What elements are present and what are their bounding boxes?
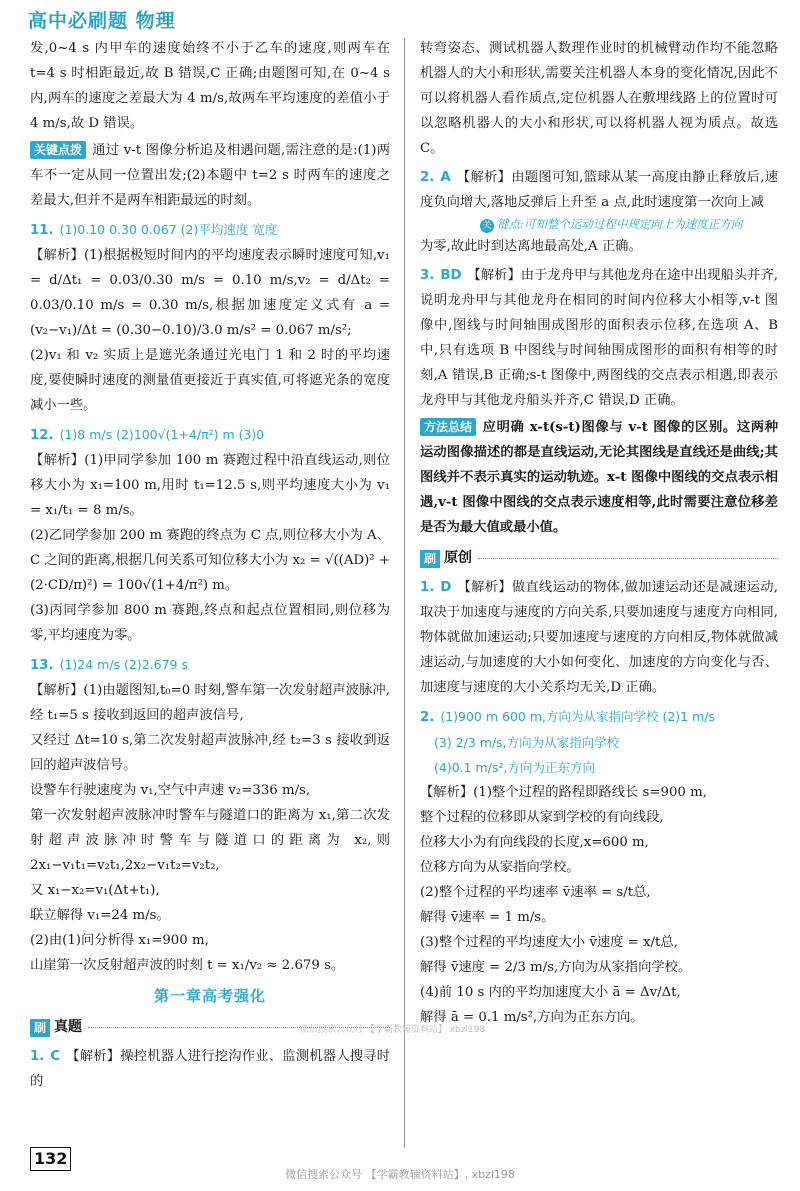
page-header — [0, 0, 800, 40]
solution: 解得 v̄速度 = 2/3 m/s,方向为从家指向学校。 — [420, 960, 692, 975]
answer-line — [420, 575, 778, 700]
answer: (1)8 m/s (2)100√(1+4/π²) m (3)0 — [59, 427, 265, 442]
solution: (3)丙同学参加 800 m 赛跑,终点和起点位置相同,则位移为零,平均速度为零。 — [30, 603, 390, 643]
solution: 【解析】由题图可知,篮球从某一高度由静止释放后,速度负向增大,落地反弹后上升至 a 点,此时速度第一次向上减 — [420, 170, 778, 210]
answer: (1)24 m/s (2)2.679 s — [59, 657, 188, 672]
solution: 整个过程的位移即从家到学校的有向线段, — [420, 810, 664, 825]
solution: 解得 v̄速率 = 1 m/s。 — [420, 910, 555, 925]
brush-icon: 刷 — [420, 550, 440, 568]
solution: (2)乙同学参加 200 m 赛跑的终点为 C 点,则位移大小为 A、C 之间的距离,根据几何关系可知位移大小为 x₂ = √((AD)² + (2·CD/π)²) = 100√(1+4/π²) m。 — [30, 528, 390, 593]
answer-line — [30, 1044, 390, 1094]
solution: 【解析】操控机器人进行挖沟作业、监测机器人搜寻时的 — [30, 1049, 390, 1089]
answer: (3) 2/3 m/s,方向为从家指向学校 — [434, 735, 620, 750]
tip-text: 通过 v-t 图像分析追及相遇问题,需注意的是:(1)两车不一定从同一位置出发;(2)本题中 t=2 s 时两车的速度之差最大,但并不是两车相距最远的时刻。 — [30, 143, 390, 208]
question-number: 2. — [420, 710, 435, 725]
solution: (2)v₁ 和 v₂ 实质上是遮光条通过光电门 1 和 2 时的平均速度,要使瞬时速度的测量值更接近于真实值,可将遮光条的宽度减小一些。 — [30, 348, 390, 413]
answer: (4)0.1 m/s²,方向为正东方向 — [434, 760, 595, 775]
book-title: 高中必刷题 物理 — [28, 10, 176, 32]
solution: 位移大小为有向线段的长度,x=600 m, — [420, 835, 649, 850]
answer: (1)900 m 600 m,方向为从家指向学校 (2)1 m/s — [440, 709, 715, 724]
answer-line — [420, 263, 778, 413]
answer-line — [30, 217, 390, 243]
solution: 山崖第一次反射超声波的时刻 t = x₁/v₂ ≈ 2.679 s。 — [30, 958, 345, 973]
chapter-title: 第一章高考强化 — [153, 987, 266, 1005]
solution: 为零,故此时到达离地最高处,A 正确。 — [420, 239, 642, 254]
paragraph: 发,0~4 s 内甲车的速度始终不小于乙车的速度,则两车在 t=4 s 时相距最近,故 B 错误,C 正确;由题图可知,在 0~4 s 内,两车的速度之差最大为 4 m/s,故两车平均速度的差值小于4 m/s,故 D 错误。 — [30, 41, 390, 131]
solution: 又经过 Δt=10 s,第二次发射超声波脉冲,经 t₂=3 s 接收到返回的超声波信号。 — [30, 733, 390, 773]
paragraph: 转弯姿态、测试机器人数理作业时的机械臂动作均不能忽略机器人的大小和形状,需要关注机器人本身的变化情况,因此不可以将机器人看作质点,定位机器人在敷埋线路上的位置时可以忽略机器人的大小和形状,可以将机器人视为质点。故选 C。 — [420, 41, 778, 156]
question-number: 3. — [420, 268, 435, 283]
left-column — [30, 36, 390, 1094]
watermark: 微信搜索公众号 【学霸教辅资料站】 xbzl198 — [300, 1025, 486, 1035]
tip-text: 应明确 x-t(s-t)图像与 v-t 图像的区别。这两种运动图像描述的都是直线运动,无论其图线是直线还是曲线;其图线并不表示真实的运动轨迹。x-t 图像中图线的交点表示相遇,v-t 图像中图线的交点表示速度相等,此时需要注意位移差是否为最大值或最小值。 — [420, 420, 778, 535]
answer: A — [440, 170, 451, 185]
page-number: 132 — [30, 1147, 71, 1171]
key-tip — [30, 138, 390, 213]
answer: D — [440, 580, 452, 595]
column-divider — [404, 38, 405, 1148]
question-number: 12. — [30, 428, 54, 443]
question-number: 11. — [30, 223, 54, 238]
solution: 【解析】做直线运动的物体,做加速运动还是减速运动,取决于加速度与速度的方向关系,只要加速度与速度方向相同,物体就做加速运动;只要加速度与速度的方向相反,物体就做减速运动,与加速度的大小如何变化、加速度的方向变化与否、加速度与速度的大小关系均无关,D 正确。 — [420, 580, 778, 695]
right-column — [420, 36, 778, 1030]
solution: 【解析】(1)由题图知,t₀=0 时刻,警车第一次发射超声波脉冲,经 t₁=5 s 接收到返回的超声波信号, — [30, 683, 390, 723]
question-number: 1. — [30, 1049, 45, 1064]
answer-line — [30, 652, 390, 678]
answer-line — [420, 704, 778, 730]
answer: C — [50, 1049, 61, 1064]
section-header-original — [420, 546, 778, 571]
solution: 第一次发射超声波脉冲时警车与隧道口的距离为 x₁,第二次发射超声波脉冲时警车与隧道口的距离为 x₂,则 2x₁−v₁t₁=v₂t₁,2x₂−v₁t₂=v₂t₂, — [30, 808, 390, 873]
solution: 【解析】(1)根据极短时间内的平均速度表示瞬时速度可知,v₁ = d/Δt₁ = 0.03/0.30 m/s = 0.10 m/s,v₂ = d/Δt₂ = 0.03/0.10 m/s = 0.30 m/s,根据加速度定义式有 a = (v₂−v₁)/Δt = (0.30−0.10)/3.0 m/s² = 0.067 m/s²; — [30, 248, 390, 338]
answer: BD — [440, 268, 462, 283]
margin-note — [420, 215, 778, 234]
solution: 联立解得 v₁=24 m/s。 — [30, 908, 170, 923]
question-number: 13. — [30, 658, 54, 673]
solution: (2)由(1)问分析得 x₁=900 m, — [30, 933, 209, 948]
solution: (2)整个过程的平均速率 v̄速率 = s/t总, — [420, 885, 651, 900]
section-rule — [478, 558, 778, 559]
answer-line — [30, 422, 390, 448]
tip-label: 方法总结 — [420, 418, 476, 436]
section-label: 原创 — [444, 550, 472, 566]
solution: 【解析】(1)甲同学参加 100 m 赛跑过程中沿直线运动,则位移大小为 x₁=100 m,用时 t₁=12.5 s,则平均速度大小为 v₁ = x₁/t₁ = 8 m/s。 — [30, 453, 390, 518]
solution: 解得 ā = 0.1 m/s²,方向为正东方向。 — [420, 1010, 644, 1025]
solution: 位移方向为从家指向学校。 — [420, 860, 580, 875]
solution: 又 x₁−x₂=v₁(Δt+t₁), — [30, 883, 160, 898]
note-text: 键点:可知整个运动过程中规定向上为速度正方向 — [497, 217, 743, 231]
question-number: 2. — [420, 170, 435, 185]
answer: (1)0.10 0.30 0.067 (2)平均速度 宽度 — [59, 222, 278, 237]
answer-line — [420, 165, 778, 215]
brush-icon: 刷 — [30, 1019, 50, 1037]
solution: (3)整个过程的平均速度大小 v̄速度 = x/t总, — [420, 935, 678, 950]
solution: (4)前 10 s 内的平均加速度大小 ā = Δv/Δt, — [420, 985, 681, 1000]
solution: 【解析】(1)整个过程的路程即路线长 s=900 m, — [420, 785, 707, 800]
solution: 【解析】由于龙舟甲与其他龙舟在途中出现船头并齐,说明龙舟甲与其他龙舟在相同的时间内位移大小相等,v-t 图像中,图线与时间轴围成图形的面积表示位移,在选项 A、B 中,只有选项 B 中图线与时间轴围成图形的面积有相等的时刻,A 错误,B 正确;s-t 图像中,两图线的交点表示相遇,即表示龙舟甲与其他龙舟船头并齐,C 错误,D 正确。 — [420, 268, 778, 408]
section-label: 真题 — [54, 1019, 82, 1035]
note-icon: 关 — [480, 219, 494, 233]
method-summary — [420, 415, 778, 540]
solution: 设警车行驶速度为 v₁,空气中声速 v₂=336 m/s, — [30, 783, 311, 798]
tip-label: 关键点拨 — [30, 141, 86, 159]
question-number: 1. — [420, 580, 435, 595]
footer-watermark: 微信搜索公众号 【学霸教辅资料站】, xbzl198 — [285, 1168, 515, 1181]
